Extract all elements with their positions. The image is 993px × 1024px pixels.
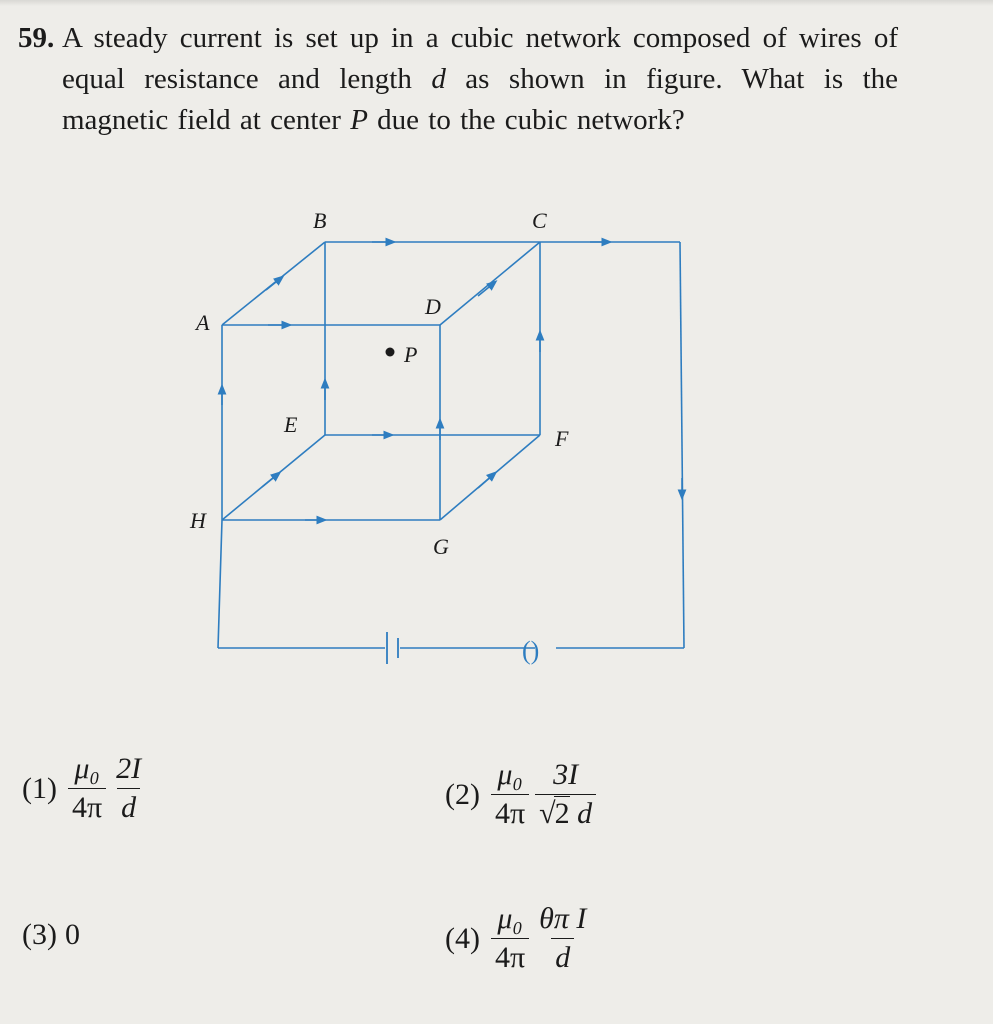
option-2-mu: μ₀ (497, 758, 523, 791)
option-4-denominator: d (551, 938, 574, 975)
label-E: E (284, 412, 298, 437)
arrow-H-E (262, 474, 278, 487)
option-4-numerator: θπ I (539, 902, 587, 935)
option-2-numerator: 3I (553, 758, 579, 791)
option-4-label: (4) (445, 921, 480, 955)
label-A: A (196, 310, 210, 335)
question-text-part1: A steady current is set up in a cubic network composed of wires of equal resistance and length (62, 22, 898, 95)
var-P: P (350, 104, 368, 136)
option-3[interactable] (22, 918, 80, 952)
option-2-root-two: 2 (554, 797, 570, 830)
option-4-four-pi: 4π (491, 938, 529, 975)
label-G: G (433, 534, 449, 559)
option-2-four-pi: 4π (491, 794, 529, 831)
option-1[interactable] (22, 752, 148, 825)
option-3-label: (3) (22, 918, 57, 951)
option-1-numerator: 2I (116, 752, 142, 785)
option-1-mu: μ₀ (74, 752, 100, 785)
option-4-frac-value (535, 902, 590, 975)
option-2-den-d: d (577, 797, 593, 830)
wire-right (680, 242, 684, 648)
option-1-label: (1) (22, 771, 57, 805)
option-2[interactable] (445, 758, 599, 831)
label-P: P (404, 342, 418, 367)
option-3-value: 0 (64, 918, 80, 951)
question-text-part3: due to the cubic network? (377, 104, 685, 136)
arrow-D-C (478, 283, 494, 296)
label-F: F (555, 426, 569, 451)
option-2-frac-mu (491, 758, 529, 831)
arrow-A-B (266, 278, 281, 290)
arrow-G-F (478, 474, 494, 488)
option-1-frac-mu (68, 752, 106, 825)
label-D: D (425, 294, 441, 319)
label-B: B (313, 208, 327, 233)
option-4-mu: μ₀ (497, 902, 523, 935)
var-d: d (431, 63, 446, 95)
center-point-P (386, 348, 395, 357)
option-2-denominator (535, 794, 596, 831)
option-2-root-sign: √ (539, 797, 556, 830)
option-1-denominator: d (117, 788, 140, 825)
option-1-frac-value (112, 752, 145, 825)
battery-symbol: () (522, 636, 540, 665)
edge-D-C (440, 242, 540, 325)
option-2-frac-value (535, 758, 596, 831)
label-C: C (532, 208, 547, 233)
option-2-label: (2) (445, 777, 480, 811)
option-4-frac-mu (491, 902, 529, 975)
question-number: 59. (18, 22, 55, 54)
option-1-four-pi: 4π (68, 788, 106, 825)
wire-left (218, 520, 222, 648)
option-4[interactable] (445, 902, 593, 975)
label-H: H (190, 508, 206, 533)
question-text-part2: as shown in figure. What is the magnetic field at center (62, 63, 899, 136)
